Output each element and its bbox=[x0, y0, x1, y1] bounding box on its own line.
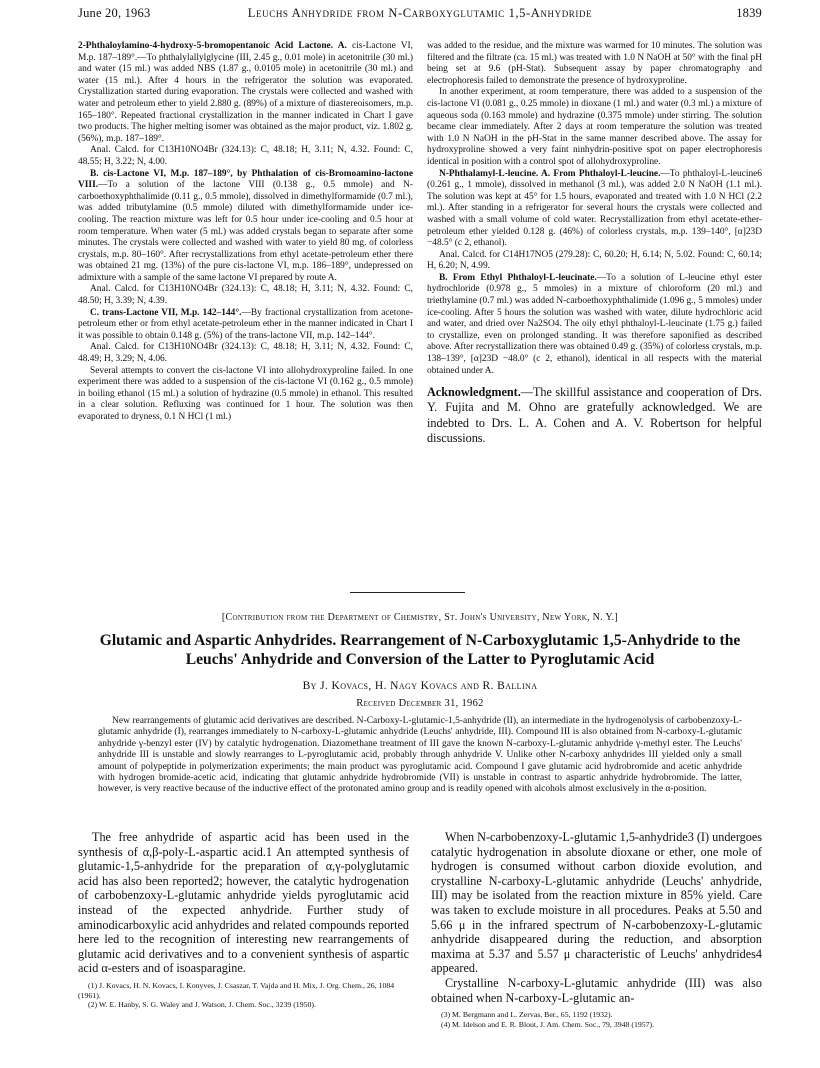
paragraph-text: Anal. Calcd. for C14H17NO5 (279.28): C, 60.20; H, 6.14; N, 5.02. Found: C, 60.14; H, 6.20; N, 4.99. bbox=[427, 249, 762, 272]
footnote: (4) M. Idelson and E. R. Blout, J. Am. Chem. Soc., 79, 3948 (1957). bbox=[441, 1019, 655, 1029]
body-left-column bbox=[78, 830, 409, 1062]
experimental-paragraph bbox=[427, 169, 762, 250]
footnote: (3) M. Bergmann and L. Zervas, Ber., 65, 1192 (1932). bbox=[441, 1010, 613, 1020]
contribution-line: [Contribution from the Department of Chemistry, St. John's University, New York, N. Y.] bbox=[221, 612, 619, 623]
article-body bbox=[78, 830, 762, 1062]
paragraph-text: Several attempts to convert the cis-lactone VI into allohydroxyproline failed. In one experiment there was added to a suspension of the cis-lactone VI (0.162 g., 0.5 mmole) in boiling ethanol (15 ml.) a solution of hydrazine (0.5 mmole) in ethanol. This resulted in a clear solution. Refluxing was continued for 1 hour. The solution was then evaporated to dryness, 0.1 N HCl (1 ml.) bbox=[78, 365, 413, 422]
experimental-paragraph bbox=[78, 342, 413, 365]
article-title: Glutamic and Aspartic Anhydrides. Rearrangement of N-Carboxyglutamic 1,5-Anhydride to the Leuchs' Anhydride and Conversion of the Latter to Pyroglutamic Acid bbox=[99, 632, 741, 668]
footnotes-left bbox=[78, 981, 409, 1010]
paragraph-text: cis-Lactone VI, M.p. 187–189°.—To phthalylallylglycine (III, 2.45 g., 0.01 mole) in acetonitrile (30 ml.) and water (15 ml.) was added NBS (1.87 g., 0.0105 mole) in acetonitrile (30 ml.) and water (15 ml.). After 4 hours in the refrigerator the solution was evaporated. Crystallization started during evaporation. The crystals were collected and washed with water and petroleum ether to yield 2.880 g. (89%) of a mixture of diastereoisomers, m.p. 165–180°. Repeated fractional crystallization in the manner indicated in Chart I gave two products. The higher melting isomer was obtained as the major product, viz. 1.802 g. (56%), m.p. 187–189°. bbox=[78, 41, 413, 144]
experimental-paragraph bbox=[78, 308, 413, 343]
experimental-paragraph bbox=[78, 145, 413, 168]
experimental-paragraph bbox=[427, 250, 762, 273]
page-number: 1839 bbox=[736, 6, 762, 20]
paragraph-text: Anal. Calcd. for C13H10NO4Br (324.13): C, 48.18; H, 3.11; N, 4.32. Found: C, 48.49; H, 3.29; N, 4.06. bbox=[78, 342, 413, 365]
footnotes-right bbox=[431, 1010, 762, 1029]
body-right-column bbox=[431, 830, 762, 1062]
section-divider bbox=[350, 592, 465, 593]
paragraph-text: —To a solution of L-leucine ethyl ester hydrochloride (0.978 g., 5 mmoles) in a mixture of chloroform (20 ml.) and triethylamine (0.7 ml.) was added N-carboethoxyphthalimide (1.096 g., 5 mmoles) under ice-cooling. After 5 hours the solution was washed with water, dilute hydrochloric acid and water, and dried over Na2SO4. The oily ethyl phthaloyl-L-leucinate (1.75 g.) failed to crystallize, even on prolonged standing. It was therefore saponified as described above. After recrystallization there was obtained 0.49 g. (35%) of colorless crystals, m.p. 138–139°, [α]23D −48.0° (c 2, ethanol), identical in all respects with the material obtained under A. bbox=[427, 272, 762, 376]
footnote: (1) J. Kovacs, H. N. Kovacs, I. Konyves, J. Csaszar, T. Vajda and H. Mix, J. Org. Chem., 26, 1084 (1961). bbox=[78, 980, 395, 1000]
experimental-paragraph bbox=[78, 366, 413, 424]
paragraph-text: Anal. Calcd. for C13H10NO4Br (324.13): C, 48.18; H, 3.11; N, 4.32. Found: C, 48.55; H, 3.22; N, 4.00. bbox=[78, 145, 413, 167]
experimental-left-column bbox=[78, 41, 413, 575]
paragraph-heading: B. From Ethyl Phthaloyl-L-leucinate. bbox=[439, 272, 597, 283]
experimental-paragraph bbox=[78, 169, 413, 285]
experimental-paragraph bbox=[427, 41, 762, 87]
acknowledgment-text: —The skillful assistance and cooperation of Drs. Y. Fujita and M. Ohno are gratefully acknowledged. We are indebted to Drs. L. A. Cohen and A. V. Robertson for helpful discussions. bbox=[427, 385, 762, 445]
paragraph-text: —To a solution of the lactone VIII (0.138 g., 0.5 mmole) and N-carboethoxyphthalimide (0.11 g., 0.5 mmole), dissolved in dimethylformamide (0.7 ml.), was added tributylamine (0.5 mmole) diluted with dimethylformamide under ice-cooling. The reaction mixture was left for 0.5 hour under ice-cooling and 0.5 hour at room temperature. When water (5 ml.) was added crystals began to separate after some minutes. The crystals were collected and washed with water to yield 80 mg. of colorless crystals, m.p. 80–160°. After recrystallizations from ethyl acetate-petroleum ether there was obtained 21 mg. (13%) of the pure cis-lactone VI, m.p. 186–189°, undepressed on admixture with a sample of the same lactone VI prepared by route A. bbox=[78, 180, 413, 283]
paragraph-heading: C. trans-Lactone VII, M.p. 142–144°. bbox=[90, 307, 242, 318]
acknowledgment bbox=[427, 385, 762, 446]
footnote: (2) W. E. Hanby, S. G. Waley and J. Watson, J. Chem. Soc., 3239 (1950). bbox=[88, 1000, 316, 1010]
received-date: Received December 31, 1962 bbox=[356, 698, 484, 709]
paragraph-heading: N-Phthalamyl-L-leucine. A. From Phthaloyl-L-leucine. bbox=[439, 168, 661, 179]
experimental-section bbox=[78, 41, 762, 575]
paragraph-text: was added to the residue, and the mixture was warmed for 10 minutes. The solution was filtered and the filtrate (ca. 15 ml.) was treated with 1.0 N NaOH at 50° with the final pH being set at 9.6 (pH-Stat). Subsequent assay by paper chromatography and electrophoresis failed to demonstrate the presence of hydroxyproline. bbox=[427, 41, 762, 86]
issue-date: June 20, 1963 bbox=[78, 6, 151, 20]
paragraph-heading: B. cis-Lactone VI, M.p. 187–189°, by Phthalation of cis-Bromoamino-lactone VIII. bbox=[78, 168, 413, 191]
article-abstract: New rearrangements of glutamic acid derivatives are described. N-Carboxy-L-glutamic-1,5-anhydride (II), an intermediate in the hydrogenolysis of carbobenzoxy-L-glutamic anhydride (I), rearranges immediately to N-carboxy-L-glutamic anhydride (Leuchs' anhydride, III). Compound III is also obtained from N-carboxy-L-glutamic anhydride γ-benzyl ester (IV) by catalytic hydrogenation. Diazomethane treatment of III gave the known N-carboxy-L-glutamic anhydride γ-methyl ester. The Leuchs' anhydride III is unstable and slowly rearranges to L-pyroglutamic acid, probably through anhydride V. Unlike other N-carboxy anhydrides III yielded only a small amount of polypeptide in polymerization experiments; the main product was pyroglutamic acid. Compound I gave glutamic acid hydrobromide and acetic anhydride with hydrogen bromide-acetic acid, indicating that glutamic anhydride hydrobromide (VII) is unstable in contrast to aspartic anhydride hydrobromide. The latter, however, is very reactive because of the inductive effect of the protonated amino group and is readily opened with alcohols almost exclusively in the α-position. bbox=[98, 716, 742, 795]
experimental-paragraph bbox=[427, 87, 762, 168]
experimental-paragraph bbox=[78, 284, 413, 307]
paragraph-text: Anal. Calcd. for C13H10NO4Br (324.13): C, 48.18; H, 3.11; N, 4.32. Found: C, 48.50; H, 3.39; N, 4.39. bbox=[78, 284, 413, 307]
running-title: Leuchs Anhydride from N-Carboxyglutamic 1,5-Anhydride bbox=[247, 6, 593, 20]
body-paragraph: The free anhydride of aspartic acid has been used in the synthesis of α,β-poly-L-aspartic acid.1 An attempted synthesis of glutamic-1,5-anhydride for the preparation of α,γ-polyglutamic acid has also been reported2; however, the catalytic hydrogenation of carbobenzoxy-L-glutamic anhydride yields pyroglutamic acid instead of the expected anhydride. Further study of aminodicarboxylic acid anhydrides and related compounds reported here led to the recognition of interesting new rearrangements of glutamic acid derivatives and to a convenient synthesis of aspartic acid α-esters and of isoasparagine. bbox=[78, 830, 409, 976]
article-authors: By J. Kovacs, H. Nagy Kovacs and R. Ballina bbox=[302, 680, 538, 692]
experimental-paragraph bbox=[78, 41, 413, 145]
paragraph-text: —By fractional crystallization from acetone-petroleum ether or from ethyl acetate-petroleum ether in the manner indicated in Chart I it was possible to obtain 0.148 g. (5%) of the trans-lactone VII, m.p. 142–144°. bbox=[78, 307, 413, 341]
paragraph-text: In another experiment, at room temperature, there was added to a suspension of the cis-lactone VI (0.081 g., 0.25 mmole) in dioxane (1 ml.) and water (0.3 ml.) a mixture of aqueous soda (0.163 mmole) and hydrazine (0.375 mmole) under stirring. The solution became clear immediately. After 2 days at room temperature the solution was treated with 1.0 N NaOH in the pH-Stat in the same manner described above. The assay for hydroxyproline showed a very faint ninhydrin-positive spot on paper electrophoresis identical in position with a control spot of allohydroxyproline. bbox=[427, 87, 762, 167]
acknowledgment-heading: Acknowledgment. bbox=[427, 385, 521, 400]
paragraph-heading: 2-Phthaloylamino-4-hydroxy-5-bromopentanoic Acid Lactone. A. bbox=[78, 41, 353, 51]
body-paragraph: When N-carbobenzoxy-L-glutamic 1,5-anhydride3 (I) undergoes catalytic hydrogenation in absolute dioxane or ether, one mole of hydrogen is consumed without carbon dioxide evolution, and crystalline N-carboxy-L-glutamic anhydride (Leuchs' anhydride, III) may be isolated from the reaction mixture in 85% yield. Care was taken to exclude moisture in all procedures. Peaks at 5.50 and 5.66 μ in the infrared spectrum of N-carbobenzoxy-L-glutamic anhydride disappeared during the reduction, and absorption maxima at 5.37 and 5.57 μ characteristic of Leuchs' anhydrides4 appeared. bbox=[431, 830, 762, 976]
body-paragraph: Crystalline N-carboxy-L-glutamic anhydride (III) was also obtained when N-carboxy-L-glutamic an- bbox=[431, 975, 762, 1005]
paragraph-text: —To phthaloyl-L-leucine6 (0.261 g., 1 mmole), dissolved in methanol (3 ml.), was added 2.0 N NaOH (1.1 ml.). The solution was kept at 45° for 1.5 hours, evaporated and treated with 1.0 N HCl (2.2 ml.). After standing in a refrigerator for several hours the crystals were collected and washed with a small volume of cold water. Recrystallization from ethyl acetate-ether-petroleum ether yielded 0.128 g. (46%) of colorless crystals, m.p. 139–140°, [α]23D −48.5° (c 2, ethanol). bbox=[427, 168, 762, 249]
running-head bbox=[78, 6, 762, 22]
experimental-paragraph bbox=[427, 273, 762, 377]
experimental-right-column bbox=[427, 41, 762, 575]
